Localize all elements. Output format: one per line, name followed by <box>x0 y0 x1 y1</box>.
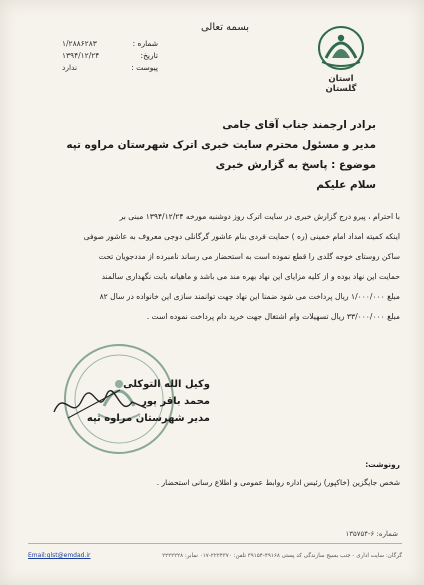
footer-divider <box>28 543 402 544</box>
basmala-heading: بسمه تعالی <box>200 22 250 33</box>
body-line: با احترام ، پیرو درج گزارش خبری در سایت اترک روز دوشنبه مورخه ۱۳۹۴/۱۲/۲۴ مبنی بر <box>119 212 400 221</box>
signatory-name: محمد باقر پور <box>141 396 210 407</box>
recipient-title-line: مدیر و مسئول محترم سایت خبری اترک شهرستان مراوه تپه <box>66 139 376 151</box>
date-value: ۱۳۹۴/۱۲/۲۴ <box>62 51 100 60</box>
signature-closing: وکیل الله التوکلی <box>123 379 210 390</box>
attachment-value: ندارد <box>62 63 78 72</box>
org-caption: استان گلستان <box>325 74 357 94</box>
recipient-line: برادر ارجمند جناب آقای جامی <box>222 119 376 131</box>
meta-date-row <box>62 50 158 62</box>
body-line: مبلغ ۱/۰۰۰/۰۰۰ ریال پرداخت می شود ضمنا این نهاد جهت توانمند سازی این خانواده در سال ۸۲ <box>99 292 400 301</box>
body-line: حمایت این نهاد بوده و از کلیه مزایای این نهاد بهره مند می باشد و ماهیانه بابت نگهداری سالمند <box>101 272 400 281</box>
number-value: ۱/۲۸۸۶۲۸۳ <box>62 39 97 48</box>
body-line: اینکه کمیته امداد امام خمینی (ره ) حمایت فردی بنام عاشور گرگانلی دوجی معروف به عاشور صوفی <box>83 232 400 241</box>
number-label: شماره : <box>132 39 158 48</box>
footer-email-link[interactable]: Email:glst@emdad.ir <box>28 552 91 559</box>
subject-line: موضوع : پاسخ به گزارش خبری <box>215 159 376 171</box>
document-code: شماره: ۶-۱۳۵۷۵۴ <box>345 530 398 538</box>
date-label: تاریخ: <box>140 51 158 60</box>
meta-number-row <box>62 38 158 50</box>
footer <box>28 552 402 559</box>
body-line: مبلغ ۳۳/۰۰۰/۰۰۰ ریال تسهیلات وام اشتغال جهت خرید دام پرداخت نموده است . <box>146 312 400 321</box>
cc-title: رونوشت: <box>365 460 400 469</box>
handwritten-signature-icon <box>50 382 150 424</box>
attachment-label: پیوست : <box>131 63 158 72</box>
emdad-logo-icon <box>312 24 370 72</box>
cc-recipient: شخص جایگزین (خاکپور) رئیس اداره روابط عمومی و اطلاع رسانی استحضار . <box>156 478 400 487</box>
body-line: ساکن روستای خوجه گلدی را قطع نموده است به استحضار می رساند نامبرده از مددجویان تحت <box>98 252 400 261</box>
letter-meta <box>62 38 158 74</box>
signatory-title: مدیر شهرستان مراوه تپه <box>86 413 210 424</box>
meta-attachment-row <box>62 62 158 74</box>
footer-address: گرگان: سایت اداری - جنب بسیج سازندگی کد پستی ۴۹۱۶۸-۳۹۱۵۴ تلفن: ۲۲۲۴۳۷۰-۰۱۷ نمابر: ۲۲۲۲۲۲۸ <box>162 552 402 559</box>
greeting-line: سلام علیکم <box>316 179 376 191</box>
